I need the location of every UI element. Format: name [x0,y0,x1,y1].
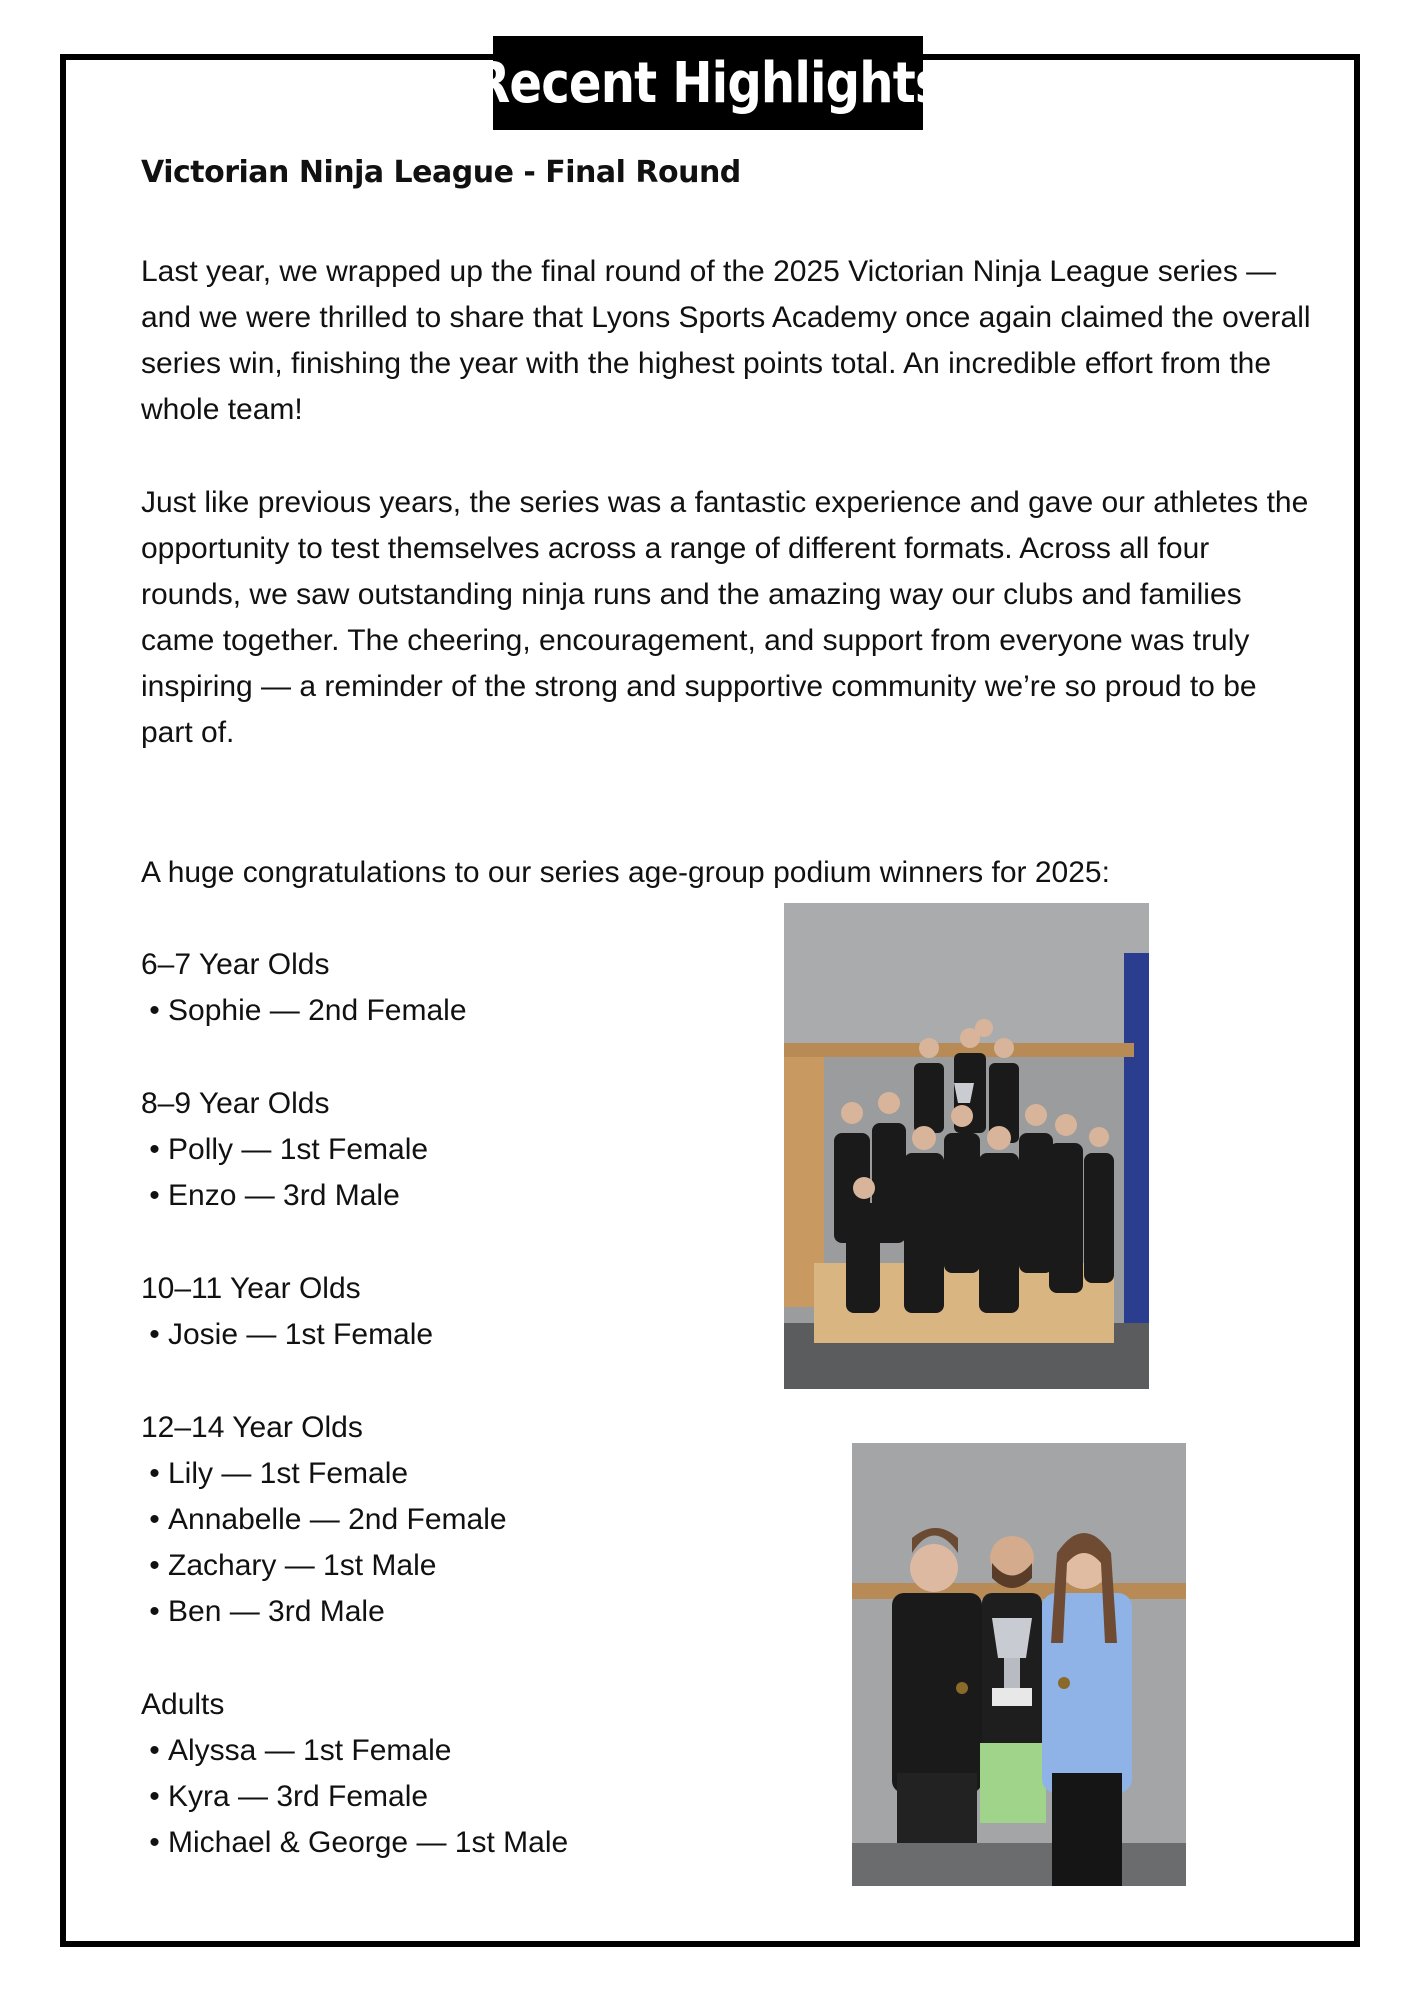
podium-entry [141,1774,568,1820]
age-group-10-11 [141,1266,433,1358]
bullet-icon: • [149,1179,160,1212]
podium-entry-text: Enzo — 3rd Male [168,1179,400,1212]
age-group-12-14 [141,1405,507,1635]
intro-paragraph: Last year, we wrapped up the final round of the 2025 Victorian Ninja League series — and we were thrilled to share that Lyons Sports Academy once again claimed the overall series win, finishing the year with the highest points total. An incredible effort from the whole team! [141,255,1311,426]
page-title: Recent Highlights [473,50,943,116]
age-group-heading: Adults [141,1688,225,1721]
bullet-icon: • [149,1503,160,1536]
podium-entry [141,1589,507,1635]
bullet-icon: • [149,1826,160,1859]
podium-entry-text: Alyssa — 1st Female [168,1734,452,1767]
podium-entry-text: Kyra — 3rd Female [168,1780,429,1813]
bullet-icon: • [149,1457,160,1490]
podium-entry [141,1451,507,1497]
age-group-8-9 [141,1081,428,1219]
age-group-heading: 12–14 Year Olds [141,1411,363,1444]
bullet-icon: • [149,1318,160,1351]
podium-entry-text: Michael & George — 1st Male [168,1826,569,1859]
podium-entry-text: Annabelle — 2nd Female [168,1503,507,1536]
bullet-icon: • [149,1595,160,1628]
age-group-heading: 10–11 Year Olds [141,1272,361,1305]
congrats-paragraph: A huge congratulations to our series age-group podium winners for 2025: [141,856,1110,889]
section-subtitle: Victorian Ninja League - Final Round [141,155,741,190]
bullet-icon: • [149,994,160,1027]
series-paragraph: Just like previous years, the series was a fantastic experience and gave our athletes the opportunity to test themselves across a range of different formats. Across all four rounds, we saw outstanding ninja runs and the amazing way our clubs and families came together. The cheering, encouragement, and support from everyone was truly inspiring — a reminder of the strong and supportive community we’re so proud to be part of. [141,486,1309,749]
trophy-photo [852,1443,1186,1886]
bullet-icon: • [149,1133,160,1166]
title-banner [473,36,943,130]
podium-entry [141,1173,428,1219]
podium-entry [141,1820,568,1866]
podium-entry [141,988,467,1034]
podium-entry-text: Ben — 3rd Male [168,1595,385,1628]
age-group-6-7 [141,942,467,1034]
podium-entry-text: Zachary — 1st Male [168,1549,437,1582]
podium-entry [141,1497,507,1543]
podium-entry [141,1127,428,1173]
podium-entry-text: Sophie — 2nd Female [168,994,467,1027]
team-group-photo-illustration [784,903,1149,1389]
team-group-photo [784,903,1149,1389]
age-group-heading: 8–9 Year Olds [141,1087,330,1120]
age-group-adults [141,1682,568,1866]
bullet-icon: • [149,1734,160,1767]
bullet-icon: • [149,1780,160,1813]
podium-entry-text: Lily — 1st Female [168,1457,409,1490]
trophy-photo-illustration [852,1443,1186,1886]
podium-entry [141,1312,433,1358]
podium-entry-text: Josie — 1st Female [168,1318,434,1351]
bullet-icon: • [149,1549,160,1582]
podium-entry-text: Polly — 1st Female [168,1133,429,1166]
age-group-heading: 6–7 Year Olds [141,948,330,981]
podium-entry [141,1728,568,1774]
podium-entry [141,1543,507,1589]
